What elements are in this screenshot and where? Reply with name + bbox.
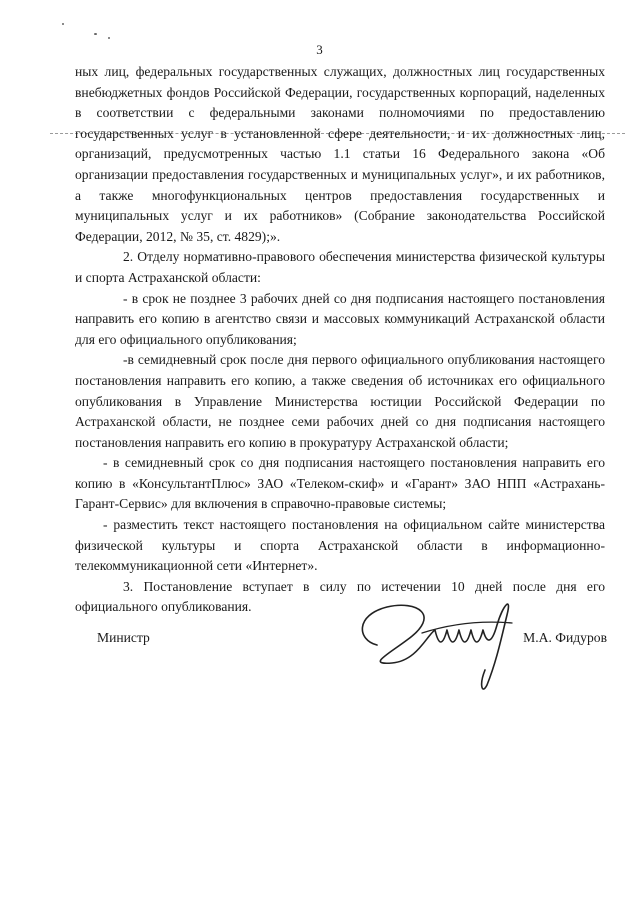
signatory-name: М.А. Фидуров [523,630,607,645]
scan-speck [62,23,64,25]
paragraph-subitem: -в семидневный срок после дня первого официального опубликования настоящего постановления направить его копию, а также сведения об источниках его официального опубликования в Управление Министерства юстиции Российской Федерации по Астраханской области, не позднее семи рабочих дней со дня подписания настоящего постановления направить его копию в прокуратуру Астраханской области; [75,352,605,450]
paragraph-continuation: ных лиц, федеральных государственных служащих, должностных лиц государственных внебюджетных фондов Российской Федерации, государственных корпораций, наделенных в соответствии с федеральными законами полномочиями по предоставлению государственных услуг в установленной сфере деятельности, и их должностных лиц, организаций, предусмотренных частью 1.1 статьи 16 Федерального закона «Об организации предоставления государственных и муниципальных услуг», и их работников, а также многофункциональных центров предоставления государственных и муниципальных услуг и их работников» (Собрание законодательства Российской Федерации, 2012, № 35, ст. 4829);». [75,64,605,244]
handwritten-signature [347,585,527,695]
scan-speck [94,33,97,35]
paragraph-subitem: - разместить текст настоящего постановления на официальном сайте министерства физической культуры и спорта Астраханской области в информационно-телекоммуникационной сети «Интернет». [75,517,605,574]
document-body [75,62,605,618]
signature-block [97,630,607,700]
paragraph-item-2: 2. Отделу нормативно-правового обеспечения министерства физической культуры и спорта Астраханской области: [75,249,605,285]
paragraph-item-3: 3. Постановление вступает в силу по истечении 10 дней после дня его официального опубликования. [75,578,605,615]
scan-speck [108,37,110,39]
paragraph-subitem: - в семидневный срок со дня подписания настоящего постановления направить его копию в «КонсультантПлюс» ЗАО «Телеком-скиф» и «Гарант» ЗАО НПП «Астрахань-Гарант-Сервис» для включения в справочно-правовые системы; [75,455,605,512]
paragraph-subitem: - в срок не позднее 3 рабочих дней со дня подписания настоящего постановления направить его копию в агентство связи и массовых коммуникаций Астраханской области для его официального опубликования; [75,290,605,347]
signatory-title: Министр [97,630,150,645]
page-number: 3 [316,42,323,57]
